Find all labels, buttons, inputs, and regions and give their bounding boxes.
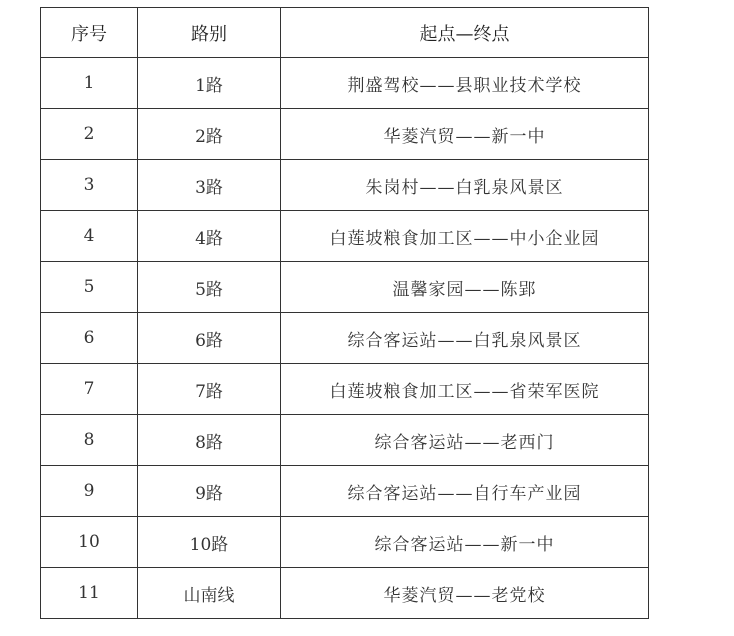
cell-route: 5路 bbox=[138, 262, 281, 313]
table-row bbox=[41, 364, 649, 415]
cell-route: 山南线 bbox=[138, 568, 281, 619]
cell-route: 3路 bbox=[138, 160, 281, 211]
cell-origin-destination: 华菱汽贸——新一中 bbox=[281, 109, 649, 160]
table-row bbox=[41, 262, 649, 313]
table-row bbox=[41, 517, 649, 568]
cell-origin-destination: 综合客运站——老西门 bbox=[281, 415, 649, 466]
cell-origin-destination: 综合客运站——白乳泉风景区 bbox=[281, 313, 649, 364]
cell-route: 1路 bbox=[138, 58, 281, 109]
cell-seq: 4 bbox=[41, 211, 138, 262]
cell-route: 10路 bbox=[138, 517, 281, 568]
cell-route: 9路 bbox=[138, 466, 281, 517]
table-row bbox=[41, 58, 649, 109]
table-row bbox=[41, 415, 649, 466]
header-route: 路别 bbox=[138, 8, 281, 58]
cell-seq: 7 bbox=[41, 364, 138, 415]
table-header-row bbox=[41, 8, 649, 58]
cell-seq: 8 bbox=[41, 415, 138, 466]
cell-seq: 1 bbox=[41, 58, 138, 109]
cell-route: 7路 bbox=[138, 364, 281, 415]
cell-route: 8路 bbox=[138, 415, 281, 466]
cell-seq: 9 bbox=[41, 466, 138, 517]
table-row bbox=[41, 466, 649, 517]
cell-seq: 5 bbox=[41, 262, 138, 313]
table-row bbox=[41, 313, 649, 364]
cell-origin-destination: 温馨家园——陈郢 bbox=[281, 262, 649, 313]
cell-origin-destination: 白莲坡粮食加工区——中小企业园 bbox=[281, 211, 649, 262]
cell-origin-destination: 综合客运站——自行车产业园 bbox=[281, 466, 649, 517]
cell-seq: 3 bbox=[41, 160, 138, 211]
header-seq: 序号 bbox=[41, 8, 138, 58]
cell-origin-destination: 华菱汽贸——老党校 bbox=[281, 568, 649, 619]
cell-seq: 6 bbox=[41, 313, 138, 364]
bus-route-table bbox=[40, 7, 649, 619]
cell-route: 4路 bbox=[138, 211, 281, 262]
cell-seq: 2 bbox=[41, 109, 138, 160]
cell-seq: 10 bbox=[41, 517, 138, 568]
cell-route: 2路 bbox=[138, 109, 281, 160]
cell-origin-destination: 朱岗村——白乳泉风景区 bbox=[281, 160, 649, 211]
cell-origin-destination: 白莲坡粮食加工区——省荣军医院 bbox=[281, 364, 649, 415]
header-origin-destination: 起点—终点 bbox=[281, 8, 649, 58]
cell-route: 6路 bbox=[138, 313, 281, 364]
table-row bbox=[41, 211, 649, 262]
cell-origin-destination: 综合客运站——新一中 bbox=[281, 517, 649, 568]
table-row bbox=[41, 160, 649, 211]
table-row bbox=[41, 109, 649, 160]
table-row bbox=[41, 568, 649, 619]
cell-seq: 11 bbox=[41, 568, 138, 619]
cell-origin-destination: 荆盛驾校——县职业技术学校 bbox=[281, 58, 649, 109]
